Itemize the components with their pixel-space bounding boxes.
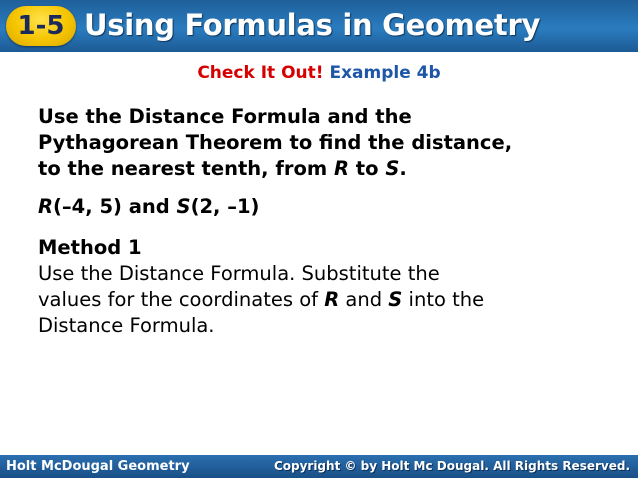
copyright-notice: Copyright © by Holt Mc Dougal. All Rights Reserved. <box>273 459 630 473</box>
question-text-fragment: to the nearest tenth, from <box>38 157 334 180</box>
question-text-fragment: . <box>399 157 407 180</box>
question-text <box>38 104 618 182</box>
method-section <box>38 235 618 339</box>
point-s-label: S <box>385 157 400 180</box>
publisher-label: Holt McDougal Geometry <box>6 459 190 474</box>
method-line: Distance Formula. <box>38 314 215 337</box>
point-s-label: S <box>388 288 403 311</box>
question-line: Pythagorean Theorem to find the distance, <box>38 131 513 154</box>
question-line <box>38 156 618 182</box>
method-text-fragment: into the <box>402 288 485 311</box>
slide-title: Using Formulas in Geometry <box>84 8 541 42</box>
points-conjunction: and <box>121 195 177 218</box>
method-text-fragment: values for the coordinates of <box>38 288 325 311</box>
lesson-badge <box>6 6 76 46</box>
method-heading: Method 1 <box>38 236 142 259</box>
lesson-number: 1-5 <box>17 11 65 41</box>
point-r-label: R <box>38 195 54 218</box>
method-line: Use the Distance Formula. Substitute the <box>38 262 440 285</box>
question-line: Use the Distance Formula and the <box>38 105 412 128</box>
header-bar <box>0 0 638 52</box>
check-it-out-label: Check It Out! <box>197 63 324 83</box>
point-r-label: R <box>324 288 340 311</box>
point-r-coords: (–4, 5) <box>53 195 122 218</box>
point-s-coords: (2, –1) <box>190 195 260 218</box>
given-points <box>38 194 618 220</box>
method-line <box>38 287 618 313</box>
point-s-label: S <box>176 195 191 218</box>
question-text-fragment: to <box>349 157 386 180</box>
example-label: Example 4b <box>329 63 441 83</box>
point-r-label: R <box>334 157 350 180</box>
example-subtitle <box>0 63 638 83</box>
method-text-fragment: and <box>339 288 389 311</box>
slide-content <box>38 104 618 339</box>
footer-bar <box>0 455 638 478</box>
